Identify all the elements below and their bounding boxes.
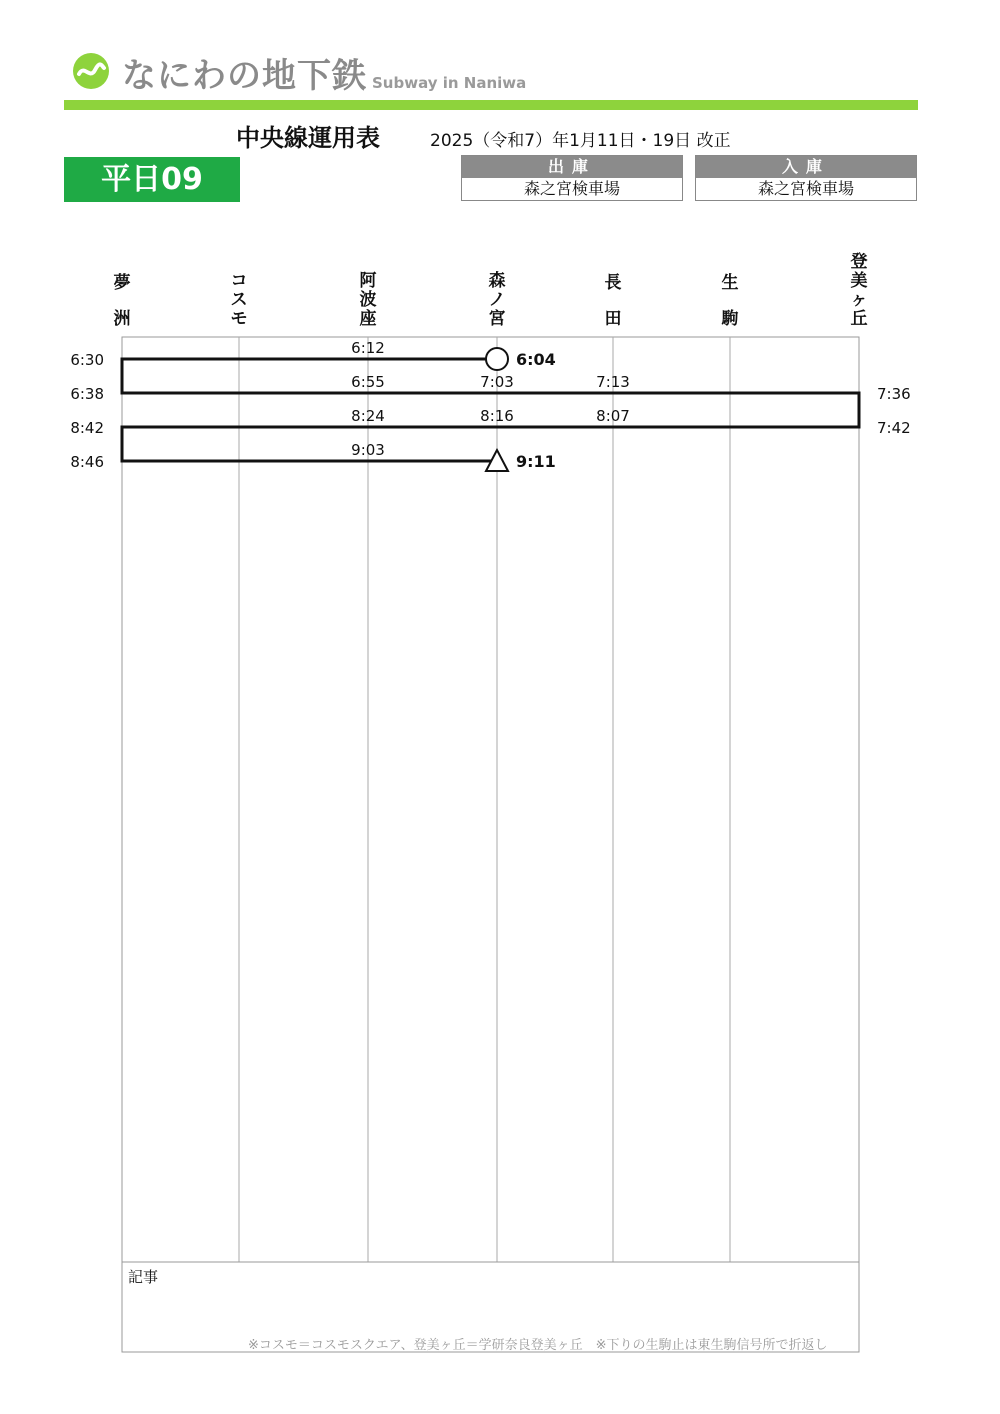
terminal-time-label: 8:46 [70, 453, 104, 471]
station-name-char: コ [230, 271, 248, 291]
start-circle-icon [486, 348, 508, 370]
pass-time-label: 7:13 [596, 373, 630, 391]
brand-name: なにわの地下鉄 [122, 56, 367, 96]
pass-time-label: 8:07 [596, 407, 630, 425]
station-name-char: 阿 [359, 271, 377, 291]
terminal-time-label: 6:38 [70, 385, 104, 403]
brand-subtitle: Subway in Naniwa [372, 74, 527, 92]
footnote: ※コスモ＝コスモスクエア、登美ヶ丘＝学研奈良登美ヶ丘 ※下りの生駒止は東生駒信号所で折返し [248, 1338, 828, 1353]
station-name-char: 駒 [721, 309, 739, 329]
station-name-char: ヶ [850, 290, 868, 310]
operation-number-badge: 平日09 [64, 157, 240, 202]
station-name-char: 洲 [113, 309, 131, 329]
station-name-char: 美 [850, 271, 868, 291]
station-name-char: ス [230, 290, 248, 310]
station-name-char: 登 [850, 252, 868, 272]
station-name-char: 座 [359, 309, 377, 329]
station-name-char: モ [230, 309, 248, 329]
marker-time-label: 6:04 [516, 350, 556, 369]
depot-in-label: 入庫 [696, 156, 916, 178]
pass-time-label: 6:55 [351, 373, 385, 391]
page-title: 中央線運用表 [236, 124, 380, 152]
station-name-char: 夢 [113, 273, 131, 293]
pass-time-label: 9:03 [351, 441, 385, 459]
memo-label: 記事 [128, 1268, 159, 1286]
station-name-char: 長 [604, 273, 622, 293]
station-name-char: 宮 [488, 309, 506, 329]
pass-time-label: 6:12 [351, 339, 385, 357]
station-name-char: 田 [604, 309, 622, 329]
pass-time-label: 7:03 [480, 373, 514, 391]
depot-in-value: 森之宮検車場 [757, 179, 854, 198]
revision-date: 2025（令和7）年1月11日・19日 改正 [430, 131, 731, 151]
terminal-time-label: 7:42 [877, 419, 911, 437]
station-name-char: 波 [359, 290, 377, 310]
pass-time-label: 8:16 [480, 407, 514, 425]
station-name-char: 丘 [850, 309, 868, 329]
pass-time-label: 8:24 [351, 407, 385, 425]
terminal-time-label: 6:30 [70, 351, 104, 369]
depot-out-value: 森之宮検車場 [523, 179, 620, 198]
terminal-time-label: 7:36 [877, 385, 911, 403]
station-name-char: 生 [721, 273, 739, 293]
depot-out-label: 出庫 [462, 156, 682, 178]
marker-time-label: 9:11 [516, 452, 556, 471]
station-name-char: ノ [488, 290, 506, 310]
terminal-time-label: 8:42 [70, 419, 104, 437]
station-name-char: 森 [488, 271, 506, 291]
grid-frame [122, 337, 859, 1352]
